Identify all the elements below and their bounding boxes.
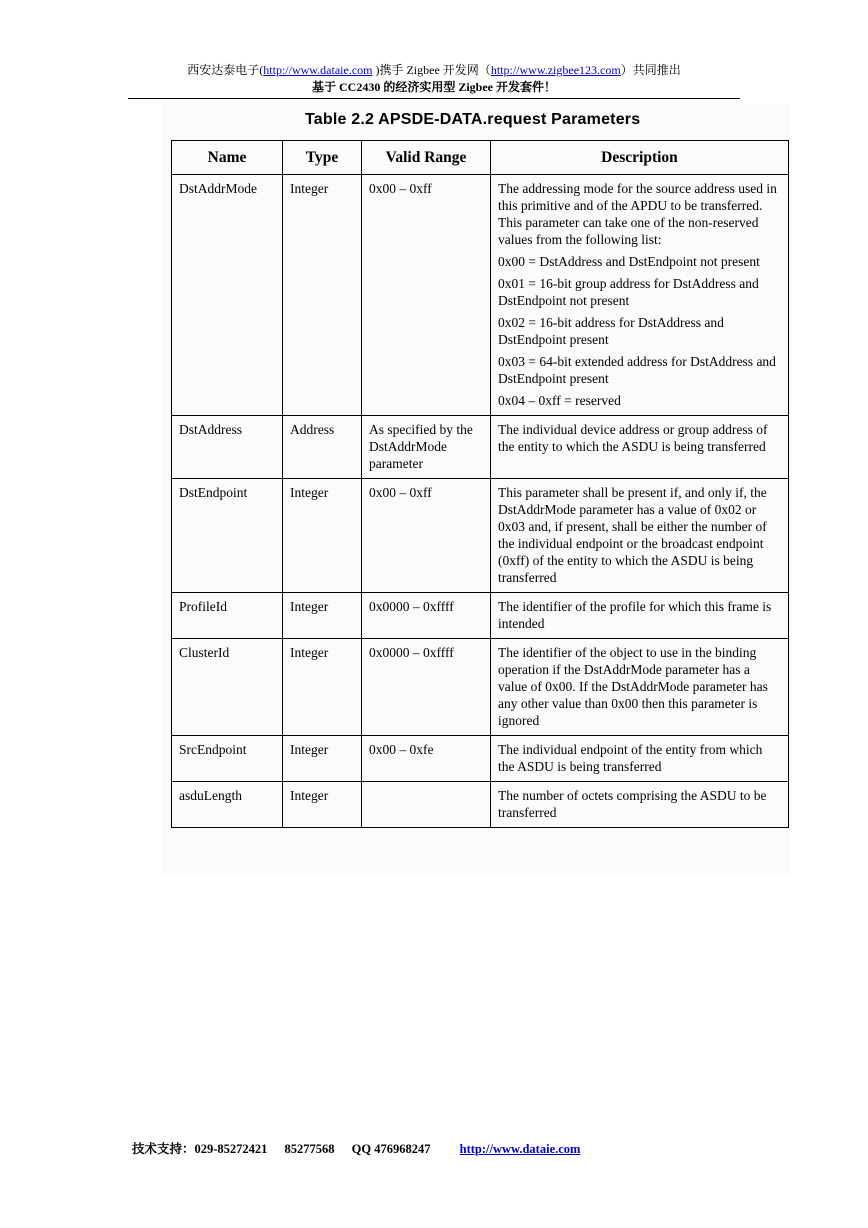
cell-type: Integer xyxy=(283,175,362,416)
dataie-link[interactable]: http://www.dataie.com xyxy=(263,63,373,77)
column-header-name: Name xyxy=(172,141,283,175)
cell-valid-range: 0x00 – 0xff xyxy=(362,175,491,416)
cell-valid-range: 0x0000 – 0xffff xyxy=(362,593,491,639)
table-row xyxy=(172,593,789,639)
cell-description xyxy=(491,175,789,416)
cell-name: asduLength xyxy=(172,782,283,828)
table-row xyxy=(172,175,789,416)
description-paragraph: 0x00 = DstAddress and DstEndpoint not present xyxy=(498,254,760,269)
table-body xyxy=(172,175,789,828)
header-line-1 xyxy=(128,62,740,79)
cell-name: ClusterId xyxy=(172,639,283,736)
header-line-2: 基于 CC2430 的经济实用型 Zigbee 开发套件！ xyxy=(312,80,556,94)
cell-name: DstAddrMode xyxy=(172,175,283,416)
cell-name: SrcEndpoint xyxy=(172,736,283,782)
cell-description xyxy=(491,639,789,736)
cell-valid-range: 0x00 – 0xfe xyxy=(362,736,491,782)
support-phone-2: 85277568 xyxy=(284,1142,335,1156)
footer-website-link[interactable]: http://www.dataie.com xyxy=(459,1142,581,1156)
description-paragraph: 0x01 = 16-bit group address for DstAddress and DstEndpoint not present xyxy=(498,276,759,308)
table-row xyxy=(172,736,789,782)
cell-description xyxy=(491,782,789,828)
cell-valid-range: As specified by the DstAddrMode parameter xyxy=(362,416,491,479)
description-paragraph: 0x02 = 16-bit address for DstAddress and DstEndpoint present xyxy=(498,315,724,347)
cell-type: Integer xyxy=(283,593,362,639)
cell-type: Integer xyxy=(283,479,362,593)
header-middle: )携手 Zigbee 开发网（ xyxy=(372,63,491,77)
cell-type: Address xyxy=(283,416,362,479)
support-phone: 技术支持：029-85272421 xyxy=(132,1142,268,1156)
table-row xyxy=(172,639,789,736)
description-paragraph: The addressing mode for the source address used in this primitive and of the APDU to be transferred. This parameter can take one of the non-reserved values from the following list: xyxy=(498,181,777,247)
cell-valid-range: 0x00 – 0xff xyxy=(362,479,491,593)
cell-type: Integer xyxy=(283,736,362,782)
header-prefix: 西安达泰电子( xyxy=(187,63,264,77)
cell-description xyxy=(491,416,789,479)
cell-name: DstAddress xyxy=(172,416,283,479)
page-footer xyxy=(132,1139,580,1157)
cell-valid-range xyxy=(362,782,491,828)
description-paragraph: The identifier of the object to use in the binding operation if the DstAddrMode parameter has a value of 0x00. If the DstAddrMode parameter has any other value than 0x00 then this parameter is ignored xyxy=(498,645,768,728)
cell-type: Integer xyxy=(283,782,362,828)
description-paragraph: 0x03 = 64-bit extended address for DstAddress and DstEndpoint present xyxy=(498,354,776,386)
page-header xyxy=(128,62,740,96)
support-qq: QQ 476968247 xyxy=(351,1142,431,1156)
table-header-row xyxy=(172,141,789,175)
cell-type: Integer xyxy=(283,639,362,736)
cell-description xyxy=(491,736,789,782)
description-paragraph: The individual device address or group address of the entity to which the ASDU is being transferred xyxy=(498,422,768,454)
cell-description xyxy=(491,593,789,639)
description-paragraph: The number of octets comprising the ASDU to be transferred xyxy=(498,788,767,820)
zigbee123-link[interactable]: http://www.zigbee123.com xyxy=(490,63,621,77)
header-divider xyxy=(128,98,740,99)
parameters-table xyxy=(171,140,789,828)
description-paragraph: This parameter shall be present if, and only if, the DstAddrMode parameter has a value of 0x02 or 0x03 and, if present, shall be either the number of the individual endpoint or the broadcast endpoint (0xff) of the entity to which the ASDU is being transferred xyxy=(498,485,767,585)
cell-name: DstEndpoint xyxy=(172,479,283,593)
description-paragraph: The individual endpoint of the entity from which the ASDU is being transferred xyxy=(498,742,763,774)
table-row xyxy=(172,416,789,479)
cell-name: ProfileId xyxy=(172,593,283,639)
table-caption: Table 2.2 APSDE-DATA.request Parameters xyxy=(305,111,641,128)
column-header-description: Description xyxy=(491,141,789,175)
table-row xyxy=(172,782,789,828)
column-header-valid-range: Valid Range xyxy=(362,141,491,175)
header-suffix: ）共同推出 xyxy=(620,63,681,77)
cell-valid-range: 0x0000 – 0xffff xyxy=(362,639,491,736)
column-header-type: Type xyxy=(283,141,362,175)
cell-description xyxy=(491,479,789,593)
table-row xyxy=(172,479,789,593)
description-paragraph: 0x04 – 0xff = reserved xyxy=(498,393,621,408)
description-paragraph: The identifier of the profile for which this frame is intended xyxy=(498,599,772,631)
